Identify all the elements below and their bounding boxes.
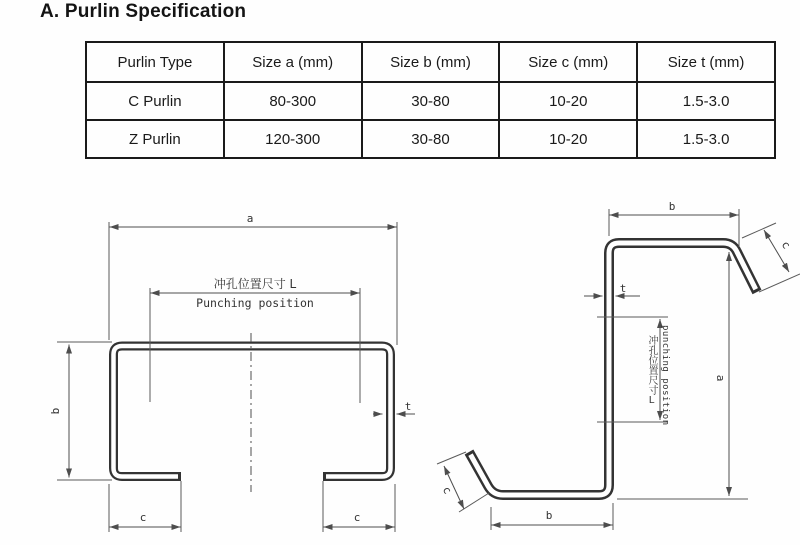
c-punching-label-cn: 冲孔位置尺寸 L — [213, 277, 297, 291]
z-dim-b-bottom — [491, 503, 613, 530]
table-cell: 1.5-3.0 — [637, 120, 775, 158]
z-dim-c-top-label: c — [778, 238, 794, 252]
column-header-size-b: Size b (mm) — [362, 42, 500, 82]
c-dim-b — [49, 342, 112, 480]
z-purlin-diagram — [425, 195, 800, 545]
table-row-z-purlin — [86, 120, 775, 158]
z-dim-a-label: a — [714, 374, 727, 382]
purlin-spec-table — [85, 41, 776, 159]
c-punching-label-en: Punching position — [196, 296, 314, 310]
c-dim-b-label: b — [49, 407, 62, 415]
table-header-row — [86, 42, 775, 82]
table-cell: 30-80 — [362, 82, 500, 120]
table-cell: 120-300 — [224, 120, 362, 158]
table-cell: 80-300 — [224, 82, 362, 120]
c-dim-c-left — [109, 481, 181, 532]
z-dim-a — [617, 252, 748, 499]
z-profile-outline — [469, 243, 757, 495]
column-header-size-t: Size t (mm) — [637, 42, 775, 82]
table-cell: 10-20 — [499, 82, 637, 120]
z-dim-c-bottom-label: c — [439, 483, 455, 497]
c-purlin-diagram — [30, 195, 430, 545]
c-dim-a-label: a — [246, 212, 254, 225]
column-header-size-a: Size a (mm) — [224, 42, 362, 82]
z-dim-b-top-label: b — [668, 200, 676, 213]
c-profile-outline — [114, 346, 391, 477]
c-profile-hollow — [114, 346, 391, 477]
c-dim-c-right-label: c — [353, 511, 361, 524]
z-dim-b-bottom-label: b — [545, 509, 553, 522]
c-dim-punching — [150, 276, 360, 403]
table-cell: 30-80 — [362, 120, 500, 158]
c-dim-c-left-label: c — [139, 511, 147, 524]
z-punching-label-cn: 冲孔位置尺寸L — [646, 335, 657, 406]
c-dim-c-right — [323, 481, 395, 532]
table-cell: 1.5-3.0 — [637, 82, 775, 120]
z-dim-t-label: t — [619, 282, 627, 295]
column-header-size-c: Size c (mm) — [499, 42, 637, 82]
column-header-purlin-type: Purlin Type — [86, 42, 224, 82]
table-cell: C Purlin — [86, 82, 224, 120]
table-cell: Z Purlin — [86, 120, 224, 158]
table-cell: 10-20 — [499, 120, 637, 158]
page-title: A. Purlin Specification — [40, 1, 247, 22]
table-row-c-purlin — [86, 82, 775, 120]
c-dim-t-label: t — [404, 400, 412, 413]
z-punching-label-en: punching position — [660, 325, 670, 426]
